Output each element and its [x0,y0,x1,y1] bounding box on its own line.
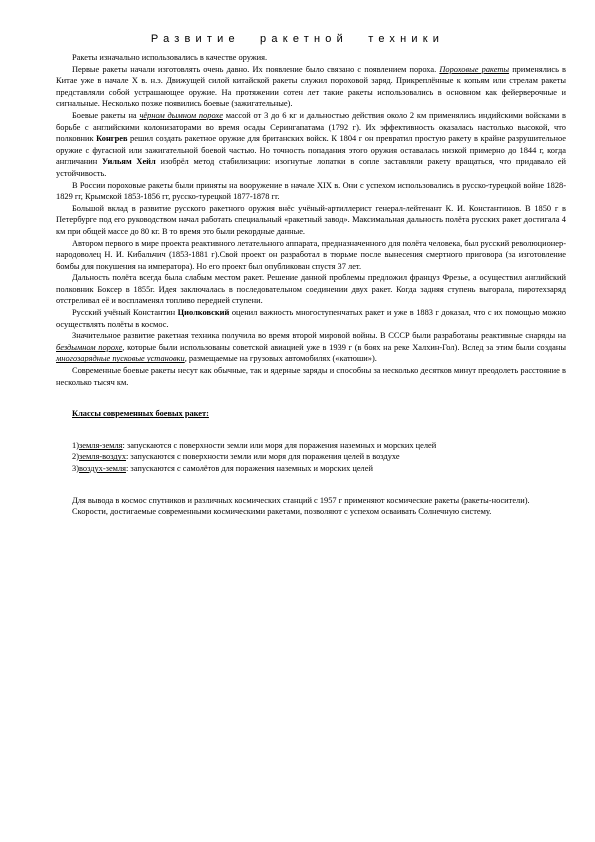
document-body [56,52,566,518]
paragraph: Русский учёный Константин Циолковский оценил важность многоступенчатых ракет и уже в 1883 г доказал, что с их помощью можно осуществлять полёты в космос. [56,308,566,329]
list-item: 2)земля-воздух: запускаются с поверхности земли или моря для поражения целей в воздухе [72,452,400,462]
classes-heading: Классы современных боевых ракет: [72,409,209,419]
paragraph: Значительное развитие ракетная техника получила во время второй мировой войны. В СССР были разработаны реактивные снаряды на бездымном порохе, которые были использованы советской авиацией уже в 1939 г (в боях на реке Халхин-Гол). Вслед за этим были созданы многозарядные пусковые установки, размещаемые на грузовых автомобилях («катюши»). [56,331,566,364]
paragraph: Первые ракеты начали изготовлять очень давно. Их появление было связано с появлением пороха. Пороховые ракеты применялись в Китае уже в начале X в. н.э. Движущей силой китайской ракеты служил пороховой заряд. Прикреплённые к копьям или стрелам ракеты представляли собой устрашающее оружие. На протяжении сотен лет такие ракеты использовались в основном как фейерверочные и сигнальные. Несколько позже появились боевые (зажигательные). [56,64,566,109]
paragraph: Большой вклад в развитие русского ракетного оружия внёс учёный-артиллерист генерал-лейтенант К. И. Константинов. В 1850 г в Петербурге под его руководством начал работать специальный «ракетный завод». Максимальная дальность полёта русских ракет достигала 4 км при общей массе до 80 кг. В то время это были рекордные данные. [56,203,566,236]
list-item: 3)воздух-земля: запускаются с самолётов для поражения наземных и морских целей [72,464,373,473]
paragraph: Современные боевые ракеты несут как обычные, так и ядерные заряды и способны за несколько десятков минут преодолеть расстояние в несколько тысяч км. [56,366,566,387]
paragraph: Скорости, достигаемые современными космическими ракетами, позволяют с успехом осваивать Солнечную систему. [72,507,492,517]
paragraph: Боевые ракеты на чёрном дымном порохе массой от 3 до 6 кг и дальностью действия около 2 км применялись индийскими войсками в борьбе с английскими колонизаторами во время осады Серингапатама (1792 г). Их эффективность оказалась настолько высокой, что полковник Конгрев решил создать ракетное оружие для британских войск. К 1804 г он превратил простую ракету в крайне разрушительное оружие с фугасной или зажигательной боевой частью. Но точность попадания этого оружия оставалась низкой примерно до 1844 г, когда англичанин Уильям Хейл изобрёл метод стабилизации: изогнутые лопатки в сопле заставляли ракету вращаться, что придавало ей устойчивость. [56,110,567,178]
paragraph: Дальность полёта всегда была слабым местом ракет. Решение данной проблемы предложил француз Фрезье, а осуществил английский полковник Боксер в 1855г. Идея заключалась в последовательном соединении двух ракет. Когда задняя ступень выгорала, пиротехзаряд отстреливал её и воспламенял топливо передней ступени. [56,273,566,306]
paragraph: В России пороховые ракеты были приняты на вооружение в начале XIX в. Они с успехом использовались в русско-турецкой войне 1828-1829 гг, Крымской 1853-1856 гг, русско-турецкой 1877-1878 гг. [56,180,566,202]
paragraph: Автором первого в мире проекта реактивного летательного аппарата, предназначенного для полёта человека, был русский революционер-народоволец Н. И. Кибальчич (1853-1881 г).Свой проект он разработал в тюрьме после вынесения смертного приговора (за изготовление бомбы для покушения на императора). Но его проект был опубликован спустя 37 лет. [56,238,566,271]
list-item: 1)земля-земля: запускаются с поверхности земли или моря для поражения наземных и морских целей [72,440,437,450]
document-title: Развитие ракетной техники [150,33,445,45]
paragraph: Для вывода в космос спутников и различных космических станций с 1957 г применяют космические ракеты (ракеты-носители). [72,495,530,505]
classes-list [56,440,566,475]
paragraph: Ракеты изначально использовались в качестве оружия. [72,53,268,62]
